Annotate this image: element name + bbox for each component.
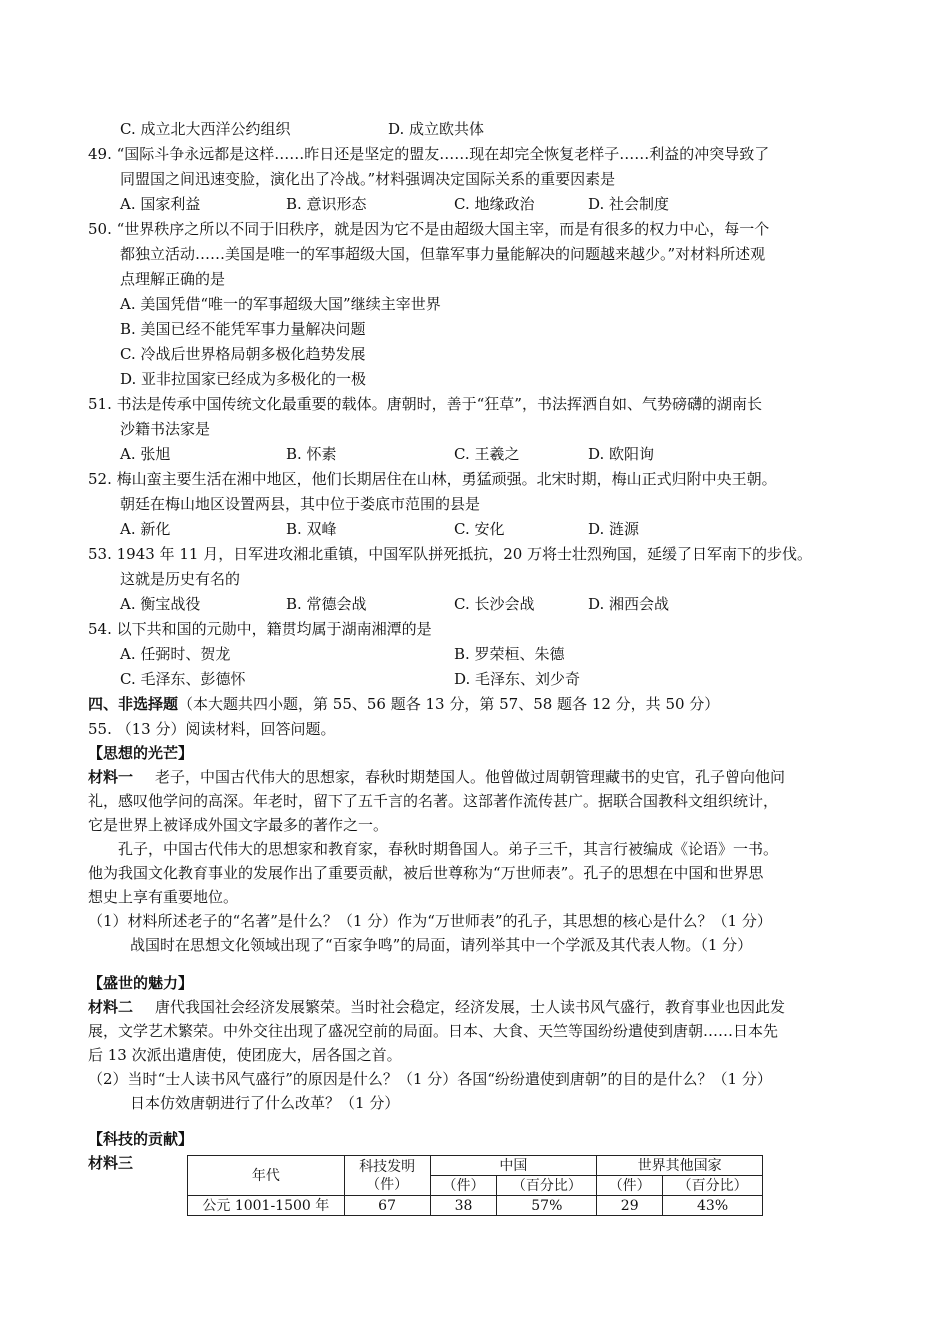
q51-stem-line2: 沙籍书法家是	[120, 420, 211, 438]
header-inventions	[344, 1156, 430, 1196]
q53-option-b: B. 常德会战	[286, 595, 367, 613]
q54-option-d: D. 毛泽东、刘少奇	[454, 670, 581, 688]
q53-option-d: D. 湘西会战	[588, 595, 670, 613]
cell-other-percent: 43%	[663, 1196, 763, 1216]
subheader-other-percent: （百分比）	[663, 1176, 763, 1196]
section-4-heading	[88, 694, 719, 714]
material-3-label: 材料三	[88, 1154, 134, 1172]
section-4-title: 四、非选择题	[88, 695, 179, 713]
q48-option-c: C. 成立北大西洋公约组织	[120, 120, 291, 138]
q52-option-c: C. 安化	[454, 520, 505, 538]
subheader-other-count: （件）	[597, 1176, 663, 1196]
sub-question-2-line1: （2）当时“士人读书风气盛行”的原因是什么？（1 分）各国“纷纷遣使到唐朝”的目的是什么？（1 分）	[88, 1070, 772, 1088]
invention-table	[187, 1155, 763, 1216]
q51-option-b: B. 怀素	[286, 445, 337, 463]
material-1-line1	[88, 767, 785, 787]
q52-stem-line2: 朝廷在梅山地区设置两县，其中位于娄底市范围的县是	[120, 495, 481, 513]
table-row	[188, 1196, 763, 1216]
q53-option-c: C. 长沙会战	[454, 595, 535, 613]
cell-china-percent: 57%	[497, 1196, 597, 1216]
q54-option-c: C. 毛泽东、彭德怀	[120, 670, 246, 688]
q54-option-a: A. 任弼时、贺龙	[120, 645, 231, 663]
q52-stem-line1: 52. 梅山蛮主要生活在湘中地区，他们长期居住在山林，勇猛顽强。北宋时期，梅山正式归附中央王朝。	[88, 470, 777, 488]
cell-other-count: 29	[597, 1196, 663, 1216]
header-era: 年代	[188, 1156, 345, 1196]
heading-thought: 【思想的光芒】	[88, 744, 194, 762]
q50-stem-line3: 点理解正确的是	[120, 270, 226, 288]
q54-option-b: B. 罗荣桓、朱德	[454, 645, 565, 663]
header-inventions-line2: （件）	[366, 1176, 409, 1193]
q54-stem-line1: 54. 以下共和国的元勋中，籍贯均属于湖南湘潭的是	[88, 620, 432, 638]
q50-option-d: D. 亚非拉国家已经成为多极化的一极	[120, 370, 367, 388]
q55-intro: 55. （13 分）阅读材料，回答问题。	[88, 720, 336, 738]
material-2-label: 材料二	[88, 998, 134, 1016]
heading-technology: 【科技的贡献】	[88, 1130, 194, 1148]
material-2-line2: 展，文学艺术繁荣。中外交往出现了盛况空前的局面。日本、大食、天竺等国纷纷遣使到唐朝……日本先	[88, 1022, 779, 1040]
q49-stem-line2: 同盟国之间迅速变脸，演化出了冷战。”材料强调决定国际关系的重要因素是	[120, 170, 616, 188]
q53-option-a: A. 衡宝战役	[120, 595, 201, 613]
material-1-line4: 孔子，中国古代伟大的思想家和教育家，春秋时期鲁国人。弟子三千，其言行被编成《论语》一书。	[118, 840, 779, 858]
q51-stem-line1: 51. 书法是传承中国传统文化最重要的载体。唐朝时，善于“狂草”，书法挥洒自如、气势磅礴的湖南长	[88, 395, 762, 413]
material-1-line3: 它是世界上被译成外国文字最多的著作之一。	[88, 816, 389, 834]
q52-option-d: D. 涟源	[588, 520, 640, 538]
sub-question-1-line2: 战国时在思想文化领域出现了“百家争鸣”的局面，请列举其中一个学派及其代表人物。（1 分）	[130, 936, 753, 954]
q53-stem-line2: 这就是历史有名的	[120, 570, 241, 588]
sub-question-2-line2: 日本仿效唐朝进行了什么改革？（1 分）	[130, 1094, 400, 1112]
q49-stem-line1: 49. “国际斗争永远都是这样……昨日还是坚定的盟友……现在却完全恢复老样子……利益的冲突导致了	[88, 145, 770, 163]
subheader-china-count: （件）	[430, 1176, 497, 1196]
q51-option-a: A. 张旭	[120, 445, 171, 463]
header-china: 中国	[430, 1156, 597, 1176]
material-2-text-1: 唐代我国社会经济发展繁荣。当时社会稳定，经济发展，士人读书风气盛行，教育事业也因此发	[155, 998, 786, 1016]
cell-china-count: 38	[430, 1196, 497, 1216]
q50-stem-line1: 50. “世界秩序之所以不同于旧秩序，就是因为它不是由超级大国主宰，而是有很多的权力中心，每一个	[88, 220, 770, 238]
q50-stem-line2: 都独立活动……美国是唯一的军事超级大国，但靠军事力量能解决的问题越来越少。”对材料所述观	[120, 245, 766, 263]
q53-stem-line1: 53. 1943 年 11 月，日军进攻湘北重镇，中国军队拼死抵抗，20 万将士壮烈殉国，延缓了日军南下的步伐。	[88, 545, 813, 563]
material-1-line6: 想史上享有重要地位。	[88, 888, 239, 906]
material-1-line5: 他为我国文化教育事业的发展作出了重要贡献，被后世尊称为“万世师表”。孔子的思想在中国和世界思	[88, 864, 764, 882]
q50-option-b: B. 美国已经不能凭军事力量解决问题	[120, 320, 366, 338]
subheader-china-percent: （百分比）	[497, 1176, 597, 1196]
material-1-line2: 礼，感叹他学问的高深。年老时，留下了五千言的名著。这部著作流传甚广。据联合国教科文组织统计，	[88, 792, 779, 810]
cell-era: 公元 1001-1500 年	[188, 1196, 345, 1216]
q48-option-d: D. 成立欧共体	[388, 120, 485, 138]
q49-option-a: A. 国家利益	[120, 195, 201, 213]
q50-option-a: A. 美国凭借“唯一的军事超级大国”继续主宰世界	[120, 295, 441, 313]
q52-option-b: B. 双峰	[286, 520, 337, 538]
q52-option-a: A. 新化	[120, 520, 171, 538]
cell-inventions: 67	[344, 1196, 430, 1216]
section-4-desc: （本大题共四小题，第 55、56 题各 13 分，第 57、58 题各 12 分，共 50 分）	[178, 695, 720, 713]
sub-question-1-line1: （1）材料所述老子的“名著”是什么？（1 分）作为“万世师表”的孔子，其思想的核心是什么？（1 分）	[88, 912, 772, 930]
header-inventions-line1: 科技发明	[359, 1158, 416, 1175]
q50-option-c: C. 冷战后世界格局朝多极化趋势发展	[120, 345, 366, 363]
q49-option-d: D. 社会制度	[588, 195, 670, 213]
material-1-text-1: 老子，中国古代伟大的思想家，春秋时期楚国人。他曾做过周朝管理藏书的史官，孔子曾向他问	[155, 768, 786, 786]
header-other-countries: 世界其他国家	[597, 1156, 763, 1176]
material-2-line3: 后 13 次派出遣唐使，使团庞大，居各国之首。	[88, 1046, 402, 1064]
material-1-label: 材料一	[88, 768, 134, 786]
q51-option-d: D. 欧阳询	[588, 445, 655, 463]
q49-option-b: B. 意识形态	[286, 195, 367, 213]
material-2-line1	[88, 997, 785, 1017]
q49-option-c: C. 地缘政治	[454, 195, 535, 213]
q51-option-c: C. 王羲之	[454, 445, 520, 463]
heading-prosperity: 【盛世的魅力】	[88, 974, 194, 992]
